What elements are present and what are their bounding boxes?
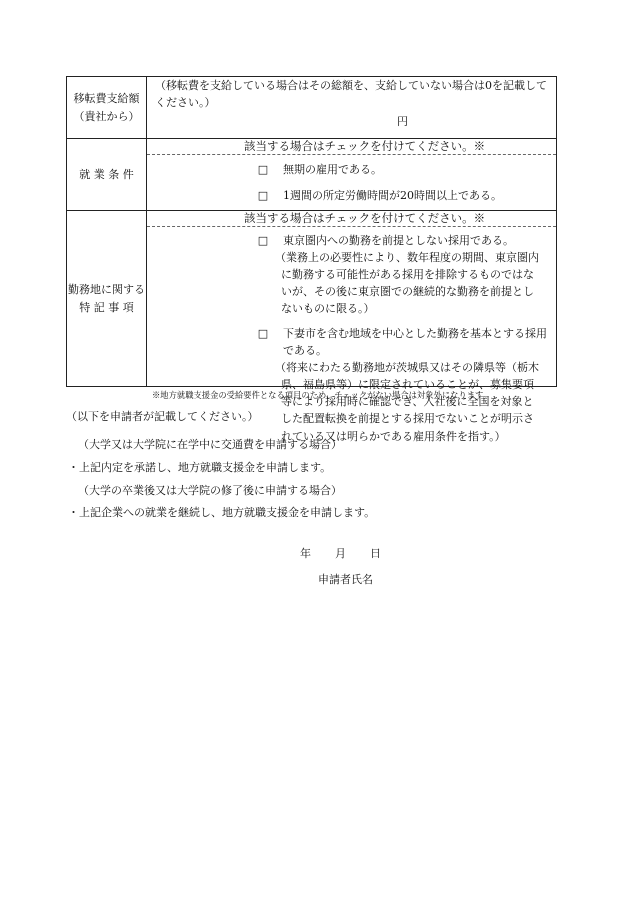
checkbox-icon[interactable]: □ bbox=[257, 189, 269, 203]
applicant-name-label[interactable]: 申請者氏名 bbox=[318, 573, 373, 586]
fee-label-line1: 移転費支給額 bbox=[73, 92, 140, 106]
workplace-hint bbox=[147, 211, 556, 227]
checkbox-icon[interactable]: □ bbox=[257, 234, 269, 247]
fee-unit: 円 bbox=[397, 115, 408, 128]
option-label: 東京圏内への勤務を前提としない採用である。 bbox=[283, 234, 514, 247]
employment-hint bbox=[147, 139, 556, 155]
case1-heading: （大学又は大学院に在学中に交通費を申請する場合） bbox=[78, 438, 342, 451]
employment-option-indefinite[interactable] bbox=[147, 161, 550, 178]
date-day: 日 bbox=[370, 547, 381, 560]
option-label: 1週間の所定労働時間が20時間以上である。 bbox=[283, 189, 502, 203]
fee-note: （移転費を支給している場合はその総額を、支給していない場合は0を記載してください。） bbox=[155, 79, 547, 109]
workplace-label bbox=[67, 211, 147, 386]
footnote: ※地方就職支援金の受給要件となる項目のため、チェックがない場合は対象外になります。 bbox=[152, 390, 491, 400]
workplace-option-non-tokyo[interactable] bbox=[147, 232, 550, 317]
workplace-label-line2: 特 記 事 項 bbox=[79, 300, 134, 314]
workplace-hint-text: 該当する場合はチェックを付けてください。※ bbox=[244, 211, 486, 225]
fee-row bbox=[67, 77, 556, 139]
workplace-label-line1: 勤務地に関する bbox=[68, 283, 145, 297]
fee-label-line2: （貴社から） bbox=[73, 109, 140, 123]
fee-content[interactable] bbox=[147, 77, 556, 138]
checkbox-icon[interactable]: □ bbox=[257, 327, 269, 341]
case2-heading: （大学の卒業後又は大学院の修了後に申請する場合） bbox=[78, 484, 342, 497]
option-label: 無期の雇用である。 bbox=[283, 163, 382, 176]
employment-option-hours[interactable] bbox=[147, 187, 550, 204]
option-detail: （将来にわたる勤務地が茨城県又はその隣県等（栃木県、福島県等）に限定されていることが、募集要項等により採用時に確認でき、入社後に全国を対象とした配置転換を前提とする採用でないことが明示されている又は明らかである雇用条件を指す。） bbox=[275, 361, 539, 443]
checkbox-icon[interactable]: □ bbox=[257, 163, 269, 176]
applicant-intro: （以下を申請者が記載してください。） bbox=[66, 410, 259, 423]
fee-label bbox=[67, 77, 147, 138]
employment-content bbox=[147, 139, 556, 210]
case2-statement: ・上記企業への就業を継続し、地方就職支援金を申請します。 bbox=[68, 506, 376, 519]
employment-hint-text: 該当する場合はチェックを付けてください。※ bbox=[244, 139, 486, 153]
date-month: 月 bbox=[335, 547, 346, 560]
option-label: 下妻市を含む地域を中心とした勤務を基本とする採用である。 bbox=[283, 327, 547, 358]
workplace-option-regional[interactable] bbox=[147, 325, 550, 444]
option-detail: （業務上の必要性により、数年程度の期間、東京圏内に勤務する可能性がある採用を排除するものではないが、その後に東京圏での継続的な勤務を前提としないものに限る。） bbox=[275, 251, 539, 316]
date-line[interactable] bbox=[300, 545, 405, 562]
date-year: 年 bbox=[300, 547, 311, 560]
case1-statement: ・上記内定を承諾し、地方就職支援金を申請します。 bbox=[68, 461, 332, 474]
employment-label: 就 業 条 件 bbox=[67, 139, 147, 210]
employment-row bbox=[67, 139, 556, 211]
